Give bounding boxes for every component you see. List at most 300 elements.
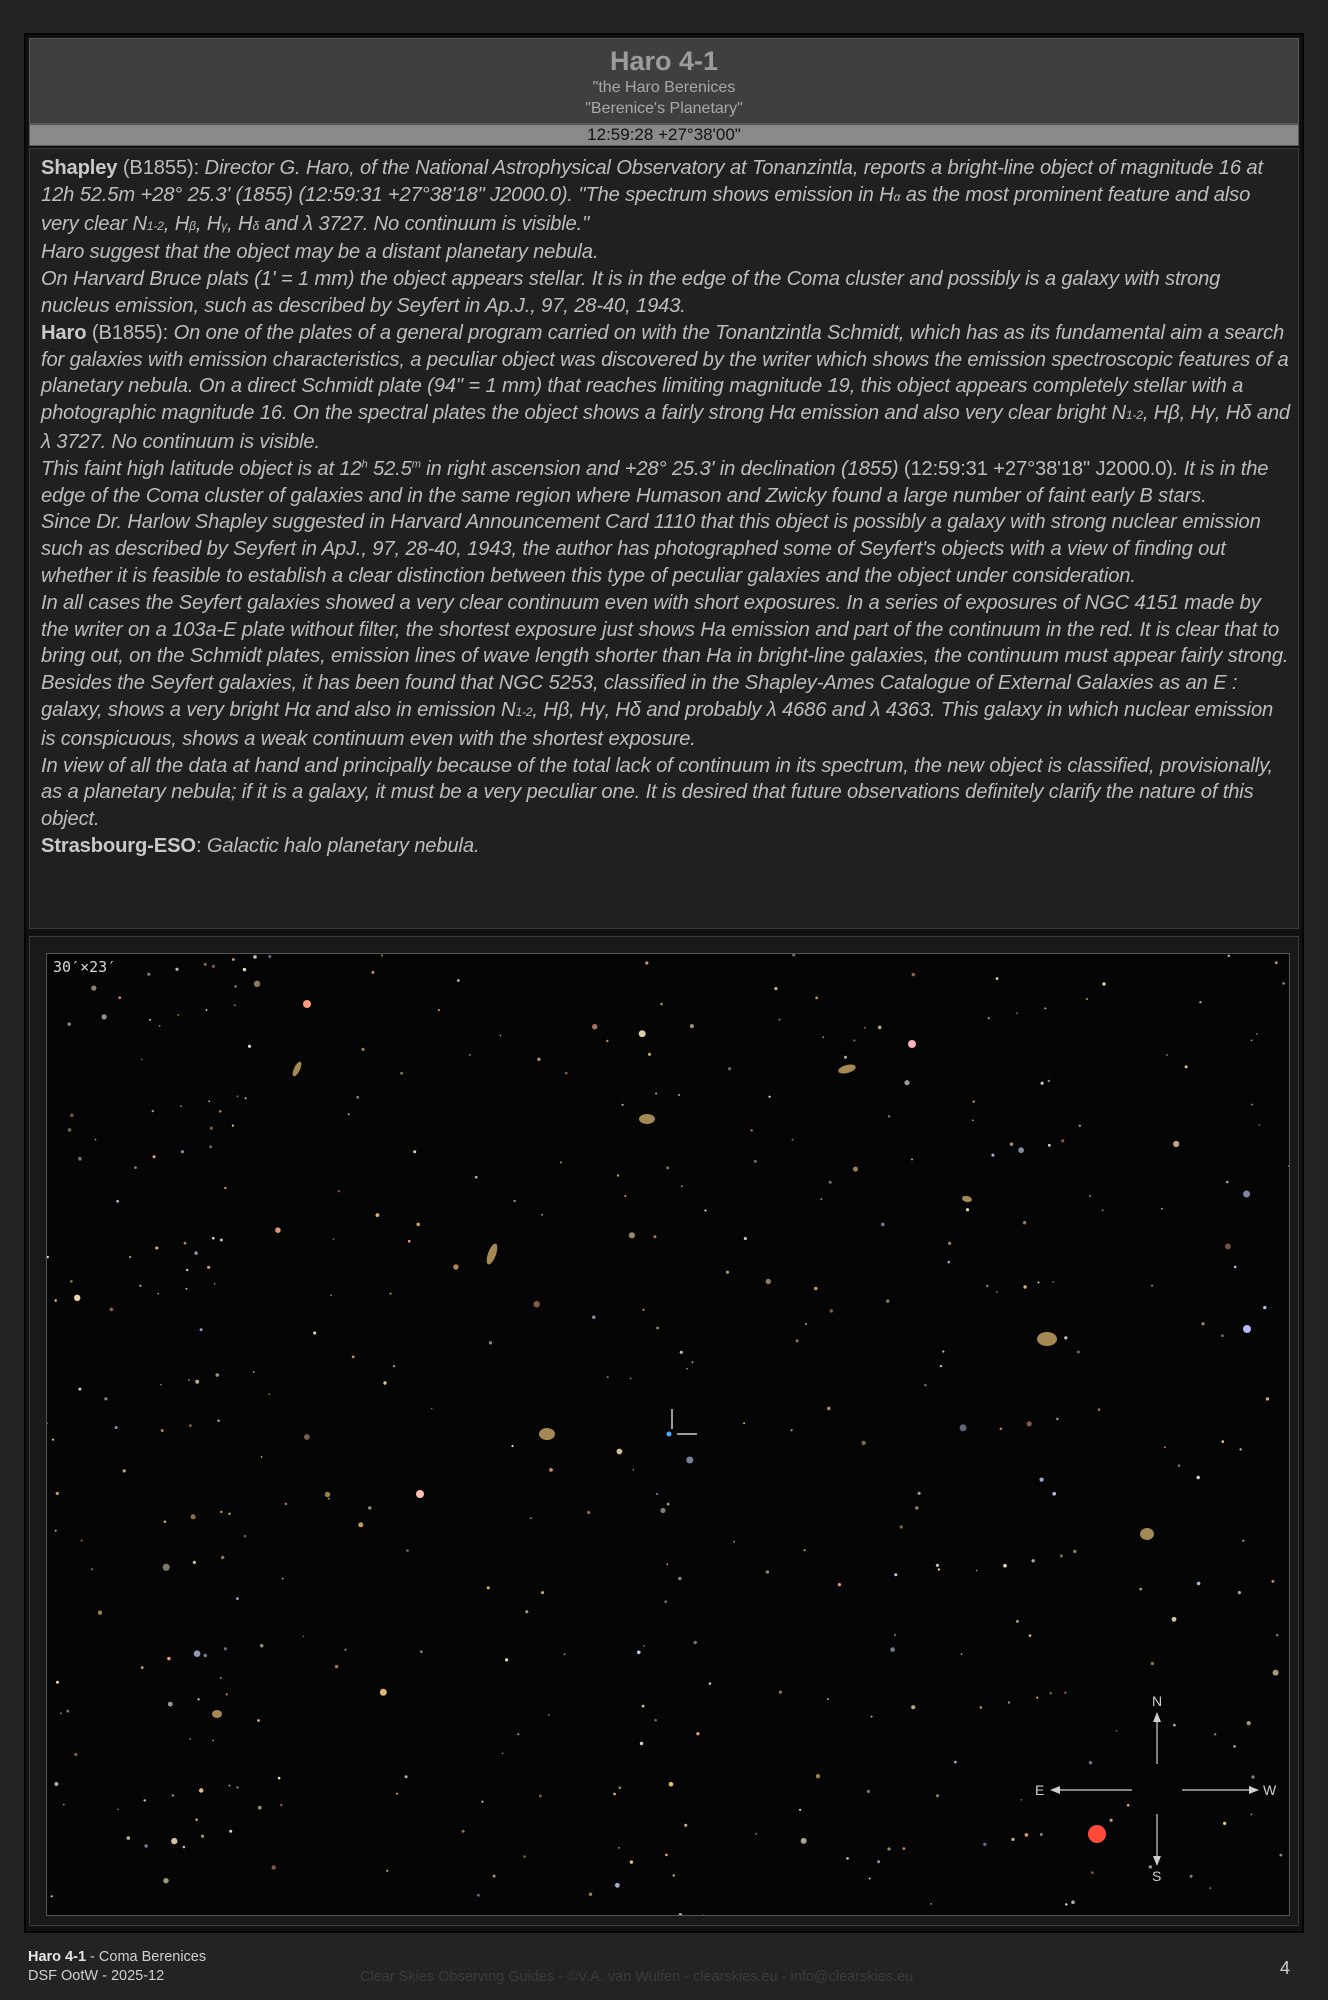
star (1288, 1165, 1290, 1167)
star (792, 954, 795, 957)
star (1250, 1813, 1252, 1815)
star (141, 1059, 143, 1061)
star (261, 1456, 263, 1458)
star (1016, 1620, 1019, 1623)
target-marker (667, 1409, 698, 1437)
star (878, 1026, 882, 1030)
haro-paragraph-5 (41, 753, 1290, 833)
star (1053, 1281, 1055, 1283)
sub-gamma: γ (221, 218, 228, 233)
star (91, 986, 96, 991)
star (416, 1223, 420, 1227)
star (1023, 1221, 1026, 1224)
star (754, 1160, 757, 1163)
star (986, 1285, 988, 1287)
star (193, 1561, 196, 1564)
star (1173, 1141, 1179, 1147)
star (549, 1468, 553, 1472)
comma-h: , H (532, 698, 558, 721)
star (352, 1356, 355, 1359)
lambda-symbol: λ (41, 430, 51, 453)
star (234, 985, 237, 988)
star (534, 1301, 540, 1307)
star (1190, 1875, 1193, 1878)
star (199, 1788, 203, 1792)
star (400, 1072, 403, 1075)
star (1247, 1721, 1251, 1725)
star (1228, 955, 1230, 957)
star (525, 1610, 528, 1613)
footer-series: DSF OotW - 2025-12 (28, 1968, 165, 1984)
star (371, 971, 374, 974)
star (186, 1288, 188, 1290)
footer-object: Haro 4-1 (28, 1949, 87, 1965)
star (453, 1264, 458, 1269)
star (159, 1025, 161, 1027)
galaxy (291, 1060, 303, 1077)
haro-text-2: emission and also very clear bright N (795, 402, 1126, 425)
star (361, 1048, 364, 1051)
star (236, 1786, 238, 1788)
star (988, 1017, 990, 1019)
star (911, 1705, 915, 1709)
star (751, 1129, 753, 1131)
star (1023, 1285, 1026, 1288)
star (224, 1187, 226, 1189)
star (189, 1424, 192, 1427)
star (358, 1522, 363, 1527)
star (1199, 1001, 1201, 1003)
star (500, 1035, 502, 1037)
star (972, 1120, 974, 1122)
star (530, 1517, 532, 1519)
star (886, 1300, 889, 1303)
star (197, 1698, 199, 1700)
object-title: Haro 4-1 (609, 46, 719, 76)
haro-paragraph-3 (41, 509, 1290, 589)
star (164, 1520, 167, 1523)
star (1089, 1195, 1091, 1197)
star (624, 1195, 626, 1197)
star (68, 1128, 72, 1132)
haro-text-6 (41, 592, 1288, 750)
star (257, 1719, 260, 1722)
star (592, 1316, 595, 1319)
star (960, 1424, 967, 1431)
star (936, 1564, 939, 1567)
star (258, 1806, 262, 1810)
star (936, 1794, 939, 1797)
star (548, 1714, 550, 1716)
shapley-text (41, 157, 1263, 235)
star (1202, 1322, 1205, 1325)
star (774, 987, 777, 990)
star (1102, 982, 1105, 985)
star (560, 1161, 562, 1163)
star (1040, 1833, 1043, 1836)
star (686, 1368, 688, 1370)
colon: : (195, 834, 207, 857)
star (282, 1578, 284, 1580)
star (1233, 1745, 1236, 1748)
bright-star (1243, 1325, 1251, 1333)
star (462, 1830, 465, 1833)
star (152, 1110, 154, 1112)
star (844, 1056, 847, 1059)
star (1251, 1040, 1253, 1042)
star (469, 1054, 471, 1056)
star (175, 968, 178, 971)
star (766, 1570, 769, 1573)
star (129, 1256, 131, 1258)
star (328, 1498, 330, 1500)
haro-label: Haro (41, 321, 87, 344)
haro-text-4a: This faint high latitude object is at 12 (41, 457, 362, 480)
star (827, 1698, 829, 1700)
star (966, 1208, 969, 1211)
alias-2: "Berenice's Planetary" (585, 100, 743, 117)
sub-alpha: α (893, 189, 901, 204)
star (541, 1591, 544, 1594)
star (208, 1100, 210, 1102)
star (229, 1830, 232, 1833)
star (1280, 1854, 1283, 1857)
star (702, 1915, 705, 1916)
star (191, 1514, 196, 1519)
star (728, 1067, 731, 1070)
haro-text-3: 3727. No continuum is visible. (50, 430, 320, 453)
star (376, 1213, 380, 1217)
star (268, 955, 271, 958)
star (678, 1094, 680, 1096)
star (1197, 1582, 1201, 1586)
star (1036, 1697, 1038, 1699)
star (1178, 1464, 1181, 1467)
star (228, 1513, 231, 1516)
star (1223, 1822, 1226, 1825)
haro-text-7: In view of all the data at hand and principally because of the total lack of continuum in its spectrum, the new object is classified, provisionally, as a planetary nebula; if it is a galaxy, it must be a very peculiar one. It is desired that future observations definitely clarify the nature of this object. (41, 754, 1273, 831)
star (74, 1295, 80, 1301)
star (816, 1774, 820, 1778)
star (887, 1847, 890, 1850)
star (236, 1597, 239, 1600)
compass-north: N (1152, 1693, 1163, 1709)
star (669, 1782, 674, 1787)
star (1173, 1724, 1176, 1727)
star (228, 1785, 230, 1787)
star (1161, 1208, 1163, 1210)
star (656, 1327, 659, 1330)
star (660, 1508, 665, 1513)
star (864, 1027, 866, 1029)
star (68, 1022, 71, 1025)
star (1044, 1007, 1046, 1009)
star (911, 1158, 913, 1160)
haro-coord: (12:59:31 +27°38'18" J2000.0) (898, 457, 1173, 480)
star (348, 1113, 350, 1115)
star (655, 1092, 657, 1094)
star (1010, 1143, 1013, 1146)
star (481, 1801, 483, 1803)
star (168, 1702, 173, 1707)
star (653, 1235, 656, 1238)
star (1049, 1692, 1052, 1695)
strasbourg-label: Strasbourg-ESO (41, 834, 196, 857)
star (171, 1838, 177, 1844)
star (212, 965, 215, 968)
star (330, 1294, 332, 1296)
star (640, 1742, 643, 1745)
star (155, 1247, 158, 1250)
star (502, 1753, 504, 1755)
star (799, 1809, 801, 1811)
star (983, 1843, 986, 1846)
star (489, 1341, 492, 1344)
galaxy (639, 1114, 655, 1124)
star (1266, 1397, 1269, 1400)
star (1185, 1065, 1188, 1068)
star (56, 1681, 59, 1684)
star (679, 1913, 682, 1916)
star (268, 1394, 270, 1396)
star (55, 1530, 57, 1532)
star (194, 1251, 197, 1254)
star (1102, 1209, 1104, 1211)
star (1041, 1082, 1044, 1085)
star (912, 973, 915, 976)
star (237, 1096, 239, 1098)
star (157, 1293, 159, 1295)
star (381, 955, 383, 957)
star (523, 1855, 526, 1858)
haro-text-4b: 52.5 (367, 457, 412, 480)
star (1116, 1730, 1118, 1732)
star (390, 1293, 392, 1295)
star (656, 1493, 658, 1495)
star (505, 1658, 508, 1661)
star (871, 1716, 873, 1718)
star (167, 1657, 170, 1660)
haro-ref: (B1855): (86, 321, 174, 344)
star (592, 1024, 597, 1029)
star (1239, 1448, 1241, 1450)
star (204, 1654, 207, 1657)
title-box (29, 38, 1299, 124)
star (1263, 1306, 1266, 1309)
star (183, 1846, 186, 1849)
lambda-symbol: λ (870, 698, 881, 721)
star (829, 1181, 832, 1184)
star (248, 1045, 251, 1048)
star (861, 1441, 865, 1445)
star (1209, 1887, 1211, 1889)
star (406, 1549, 409, 1552)
star (822, 1036, 824, 1038)
and-probably: and probably (640, 698, 767, 721)
haro-paragraph (41, 320, 1290, 456)
star (134, 1166, 137, 1169)
star (1251, 1775, 1254, 1778)
star (900, 1525, 903, 1528)
star (206, 1009, 208, 1011)
star (948, 1242, 951, 1245)
star (1003, 1564, 1007, 1568)
star (253, 1371, 255, 1373)
shapley-paragraph (41, 155, 1290, 239)
star (654, 1719, 657, 1722)
star (1060, 1554, 1063, 1557)
star (619, 1786, 622, 1789)
star (396, 1793, 398, 1795)
star (260, 1644, 263, 1647)
star (755, 1833, 757, 1835)
guide-frame (24, 33, 1304, 1933)
and-text: and (258, 212, 304, 235)
haro-text-4c: in right ascension and +28° 25.3' in declination (1855) (420, 457, 899, 480)
star (680, 1351, 683, 1354)
star (726, 1271, 729, 1274)
star (1273, 1670, 1279, 1676)
star (116, 1200, 119, 1203)
star (1089, 1761, 1092, 1764)
star (617, 1174, 619, 1176)
star (487, 1586, 490, 1589)
star (98, 1611, 102, 1615)
star (681, 1185, 683, 1187)
star (894, 1573, 897, 1576)
star (1052, 1492, 1056, 1496)
star (1011, 1838, 1014, 1841)
star (95, 1139, 97, 1141)
shapley-paragraph-3 (41, 266, 1290, 320)
delta-symbol: δ (629, 698, 641, 721)
galaxy (484, 1242, 499, 1265)
star (477, 1894, 480, 1897)
galaxy (962, 1195, 973, 1203)
star (194, 1650, 201, 1657)
star (664, 1600, 667, 1603)
star (153, 1155, 156, 1158)
star (1079, 1125, 1081, 1127)
delta-symbol: δ (1240, 402, 1252, 425)
galaxy (539, 1428, 555, 1440)
star (51, 1895, 53, 1897)
star (639, 1030, 646, 1037)
haro-text-4 (41, 458, 898, 480)
comma-h: , H (569, 698, 595, 721)
star (1243, 1191, 1250, 1198)
bright-star (908, 1040, 916, 1048)
star (743, 1422, 745, 1424)
star (660, 1003, 663, 1006)
star (47, 1422, 48, 1424)
star (915, 1506, 918, 1509)
star (1064, 1692, 1066, 1694)
footer-info (28, 1948, 206, 1986)
star (539, 1795, 542, 1798)
star (195, 1380, 199, 1384)
shapley-text-3: , H (163, 212, 190, 235)
star (1086, 998, 1088, 1000)
field-of-view-label: 30′×23′ (53, 958, 117, 976)
star (1166, 1054, 1168, 1056)
star (1271, 1580, 1274, 1583)
alias-1: "the Haro Berenices (592, 79, 736, 96)
star (1032, 1559, 1035, 1562)
star (792, 1139, 794, 1141)
comma-h: , H (1214, 402, 1241, 425)
star (678, 1577, 682, 1581)
star (1025, 1833, 1029, 1837)
star (996, 977, 999, 980)
star (1008, 1701, 1010, 1703)
star (147, 973, 150, 976)
alpha-symbol: α (298, 698, 311, 721)
footer-credit: Clear Skies Observing Guides - ©V.A. van Wulfen - clearskies.eu - info@clearskies.eu (360, 1969, 914, 1985)
star (304, 1434, 310, 1440)
star (380, 1689, 387, 1696)
comma-h: , H (604, 698, 630, 721)
star (1238, 1591, 1241, 1594)
star (78, 1157, 82, 1161)
star (918, 1492, 921, 1495)
star (541, 1214, 543, 1216)
star (537, 1058, 540, 1061)
star (195, 1818, 198, 1821)
star (881, 1223, 885, 1227)
star (118, 996, 121, 999)
star (160, 1384, 162, 1386)
star (838, 1583, 841, 1586)
star (801, 1838, 807, 1844)
star (280, 1804, 282, 1806)
star (161, 1429, 164, 1432)
lambda-symbol: λ (303, 212, 313, 235)
star (1061, 1139, 1064, 1142)
star (127, 1836, 131, 1840)
star (877, 1860, 880, 1863)
star (684, 1824, 687, 1827)
star (74, 1753, 77, 1756)
shapley-paragraph-2 (41, 239, 1290, 266)
star (209, 1146, 212, 1149)
galaxy (1140, 1528, 1154, 1540)
star (163, 1878, 168, 1883)
star (1226, 1181, 1229, 1184)
haro-text-4d: . It is in the edge of the Coma cluster of galaxies and in the same region where Humason and Zwicky found a large number of faint early B stars. (41, 457, 1269, 507)
comma-h: , H (227, 212, 253, 235)
star (622, 1104, 624, 1106)
haro-paragraph-2 (41, 456, 1290, 510)
star (243, 968, 246, 971)
star (696, 1732, 699, 1735)
star (954, 1761, 957, 1764)
star (214, 1283, 216, 1285)
star (607, 1376, 609, 1378)
and-text: and (1251, 402, 1291, 425)
star (420, 1650, 423, 1653)
star (188, 1379, 190, 1381)
star (814, 1287, 818, 1291)
star (216, 1373, 220, 1377)
bright-star (1088, 1825, 1106, 1843)
star (980, 1706, 982, 1708)
star (149, 1019, 151, 1021)
star (117, 1809, 119, 1811)
star (1234, 1266, 1237, 1269)
star (940, 1365, 942, 1367)
gamma-symbol: γ (594, 698, 605, 721)
